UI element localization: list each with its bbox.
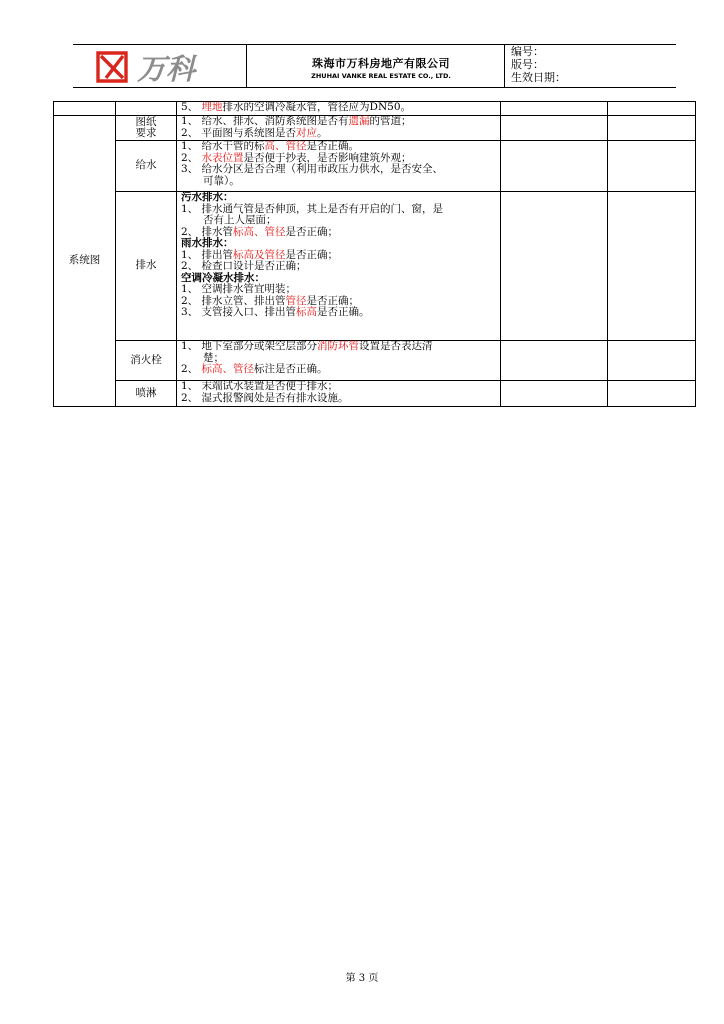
- highlighted-text: 标高、管径: [201, 363, 255, 375]
- highlighted-text: 高、管径: [264, 140, 307, 152]
- highlighted-text: 消防环管: [317, 340, 360, 352]
- table-row: [54, 341, 696, 381]
- header-divider: [504, 45, 505, 87]
- text-run: 2、 检查口设计是否正确；: [181, 260, 307, 272]
- sprinkler-label: 喷淋: [116, 381, 177, 407]
- content-cell: [177, 341, 501, 381]
- highlighted-text: 对应: [296, 126, 318, 139]
- document-header: [73, 44, 676, 88]
- table-row: [54, 116, 696, 141]
- text-run: 标注是否正确。: [254, 363, 328, 375]
- subheading-text: 雨水排水：: [181, 237, 234, 249]
- text-run: 否有上人屋面；: [203, 214, 277, 226]
- text-run: 2、 排水管: [181, 225, 234, 238]
- text-run: 3、 给水分区是否合理（利用市政压力供水，是否安全、: [181, 163, 444, 175]
- text-run: 的管道；: [369, 115, 412, 127]
- effective-date-label: 生效日期：: [511, 71, 566, 84]
- highlighted-text: 标高: [296, 306, 318, 318]
- text-run: 2、: [181, 151, 202, 164]
- table-row: [54, 381, 696, 407]
- text-run: 排水的空调冷凝水管，管径应为DN50。: [222, 101, 411, 113]
- company-name-en: ZHUHAI VANKE REAL ESTATE CO., LTD.: [311, 72, 451, 80]
- content-cell: [177, 381, 501, 407]
- check-cell: [501, 116, 608, 141]
- content-line: [181, 176, 500, 188]
- text-run: 1、 末端试水装置是否便于排水；: [181, 380, 339, 392]
- check-cell: [501, 341, 608, 381]
- document-meta: [511, 45, 566, 84]
- remark-cell: [608, 192, 696, 341]
- content-line: [181, 128, 500, 140]
- table-row: [54, 102, 696, 116]
- doc-number-label: 编号：: [511, 45, 544, 58]
- content-cell: [177, 116, 501, 141]
- content-cell: [177, 192, 501, 341]
- subheading-text: 空调冷凝水排水：: [181, 271, 265, 284]
- content-line: [181, 102, 500, 114]
- highlighted-text: 管径: [285, 294, 307, 307]
- check-cell: [501, 141, 608, 192]
- text-run: 楚；: [203, 351, 224, 364]
- header-divider: [246, 45, 247, 87]
- highlighted-text: 遗漏: [348, 115, 370, 127]
- content-line: [181, 393, 500, 405]
- fire-hydrant-label: 消火栓: [116, 341, 177, 381]
- content-line: [181, 364, 500, 376]
- text-run: 2、: [181, 363, 202, 375]
- content-line: [181, 307, 500, 319]
- text-run: 2、 排水立管、排出管: [181, 294, 286, 307]
- content-line: [181, 341, 500, 353]
- text-run: 2、 平面图与系统图是否: [181, 126, 297, 139]
- text-run: 5、: [181, 101, 202, 113]
- text-run: 是否便于抄表，是否影响建筑外观；: [243, 151, 412, 164]
- text-run: 是否正确；: [285, 248, 339, 261]
- text-run: 1、 地下室部分或架空层部分: [181, 340, 318, 352]
- company-name: [263, 55, 499, 80]
- check-cell: [501, 381, 608, 407]
- check-cell: [501, 192, 608, 341]
- highlighted-text: 标高及管径: [233, 248, 286, 261]
- remark-cell: [608, 341, 696, 381]
- text-run: 2、 湿式报警阀处是否有排水设施。: [181, 391, 349, 404]
- text-run: 是否正确。: [317, 306, 370, 318]
- water-supply-label: 给水: [116, 141, 177, 192]
- item-cell: [116, 102, 177, 116]
- text-run: 3、 支管接入口、排出管: [181, 306, 297, 318]
- remark-cell: [608, 102, 696, 116]
- text-run: 1、 给水干管的标: [181, 140, 265, 152]
- content-cell: [177, 141, 501, 192]
- drainage-label: 排水: [116, 192, 177, 341]
- subheading-text: 污水排水：: [181, 191, 234, 203]
- version-label: 版号：: [511, 58, 544, 71]
- text-run: 1、 空调排水管宜明装；: [181, 283, 297, 295]
- table-row: [54, 141, 696, 192]
- text-run: 是否正确；: [285, 225, 339, 238]
- text-run: 1、 给水、排水、消防系统图是否有: [181, 115, 349, 127]
- text-run: 设置是否表达清: [359, 340, 433, 352]
- text-run: 。: [317, 126, 328, 139]
- remark-cell: [608, 116, 696, 141]
- text-run: 1、 排水通气管是否伸顶，其上是否有开启的门、窗，是: [181, 202, 444, 215]
- review-checklist-table: [53, 101, 696, 407]
- system-diagram-label: 系统图: [54, 116, 116, 407]
- section-cell: [54, 102, 116, 116]
- table-row: [54, 192, 696, 341]
- company-name-cn: 珠海市万科房地产有限公司: [312, 57, 450, 70]
- text-run: 1、 排出管: [181, 248, 234, 261]
- vanke-logo: [95, 51, 235, 83]
- text-run: 是否正确。: [306, 140, 360, 152]
- content-cell: [177, 102, 501, 116]
- highlighted-text: 水表位置: [201, 151, 244, 164]
- highlighted-text: 埋地: [201, 101, 223, 113]
- check-cell: [501, 102, 608, 116]
- drawing-requirements-label: 图纸要求: [116, 116, 177, 141]
- logo-text: 万科: [137, 52, 196, 83]
- remark-cell: [608, 381, 696, 407]
- remark-cell: [608, 141, 696, 192]
- highlighted-text: 标高、管径: [233, 225, 286, 238]
- text-run: 可靠）。: [203, 174, 240, 187]
- text-run: 是否正确；: [306, 294, 360, 307]
- page-number: 第 3 页: [345, 973, 379, 984]
